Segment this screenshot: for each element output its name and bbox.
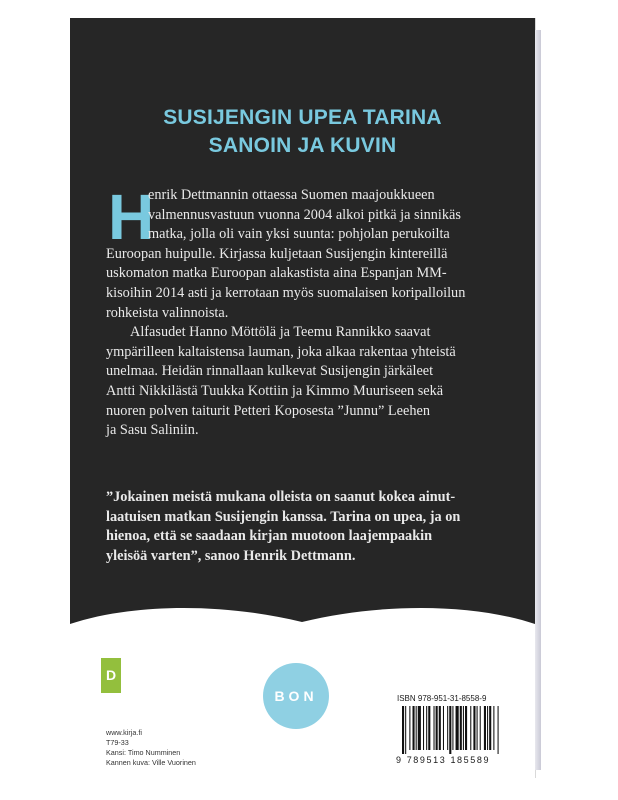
barcode-bar — [402, 706, 404, 754]
barcode-bar — [449, 706, 451, 754]
barcode-bar — [484, 706, 486, 750]
barcode-bar — [439, 706, 441, 750]
page-edge — [535, 30, 541, 770]
bon-logo-badge: BON — [263, 663, 329, 729]
blurb-line: matka, jolla oli vain yksi suunta: pohjolan perukoilta — [148, 226, 450, 243]
headline-line-1: SUSIJENGIN UPEA TARINA — [163, 106, 442, 129]
barcode-bar — [418, 706, 421, 750]
barcode-bar — [477, 706, 478, 750]
barcode-bar — [416, 706, 417, 750]
barcode-bar — [493, 706, 494, 750]
imprint-cover-designer: Kansi: Timo Numminen — [106, 748, 181, 757]
quote-line: hienoa, että se saadaan kirjan muotoon laajempaakin — [106, 528, 433, 544]
barcode-bar — [463, 706, 464, 750]
barcode-bar — [405, 706, 406, 754]
blurb-line: Alfasudet Hanno Möttölä ja Teemu Rannikko saavat — [130, 324, 431, 341]
blurb-line: ja Sasu Saliniin. — [106, 422, 199, 439]
barcode-bar — [487, 706, 488, 750]
barcode-bar — [498, 706, 499, 754]
barcode-bar — [423, 706, 424, 750]
imprint-code: T79-33 — [106, 738, 129, 747]
barcode-bar — [480, 706, 481, 750]
barcode-bar — [473, 706, 475, 750]
barcode-bar — [413, 706, 415, 750]
blurb-line: uskomaton matka Euroopan alakastista aina Espanjan MM- — [106, 265, 447, 282]
barcode-bar — [436, 706, 438, 750]
dropcap-letter: H — [108, 181, 155, 253]
quote-line: laatuisen matkan Susijengin kanssa. Tarina on upea, ja on — [106, 508, 461, 525]
barcode-bar — [447, 706, 448, 750]
barcode-bar — [409, 706, 410, 750]
headline-line-2: SANOIN JA KUVIN — [208, 134, 397, 157]
blurb-line: Antti Nikkilästä Tuukka Kottiin ja Kimmo Muuriseen sekä — [106, 382, 444, 399]
blurb-line: enrik Dettmannin ottaessa Suomen maajoukkueen — [148, 187, 435, 203]
barcode-bar — [452, 706, 453, 750]
barcode-bar — [443, 706, 444, 750]
quote-line: yleisöä varten”, sanoo Henrik Dettmann. — [106, 547, 356, 564]
imprint-website: www.kirja.fi — [106, 728, 142, 737]
barcode-bar — [489, 706, 491, 750]
barcode-bar — [434, 706, 435, 750]
barcode-bar — [470, 706, 471, 750]
publisher-logo-tab: D — [101, 658, 121, 693]
barcode-bar — [460, 706, 462, 750]
blurb-line: rohkeista valinnoista. — [106, 304, 229, 321]
blurb-line: ympärilleen kaltaistensa lauman, joka alkaa rakentaa yhteistä — [106, 343, 456, 360]
blurb-line: nuoren polven taiturit Petteri Koposesta ”Junnu” Leehen — [106, 402, 430, 419]
barcode-bar — [426, 706, 427, 750]
isbn-label: ISBN 978-951-31-8558-9 — [397, 694, 487, 703]
blurb-line: kisoihin 2014 asti ja kerrotaan myös suomalaisen koripalloilun — [106, 284, 466, 301]
barcode-bar — [456, 706, 459, 750]
blurb-line: Euroopan huipulle. Kirjassa kuljetaan Susijengin kintereillä — [106, 245, 448, 262]
barcode-icon — [396, 706, 526, 754]
barcode-bar — [428, 706, 430, 750]
barcode-digits: 9 789513 185589 — [396, 755, 491, 765]
barcode-bar — [465, 706, 467, 750]
blurb-line: valmennusvastuun vuonna 2004 alkoi pitkä ja sinnikäs — [148, 206, 461, 223]
imprint-cover-photo: Kannen kuva: Ville Vuorinen — [106, 758, 196, 767]
imprint-info — [106, 728, 196, 768]
blurb-line: unelmaa. Heidän rinnallaan kulkevat Susijengin järkäleet — [106, 363, 434, 380]
quote-line: ”Jokainen meistä mukana olleista on saanut kokea ainut- — [106, 489, 456, 505]
